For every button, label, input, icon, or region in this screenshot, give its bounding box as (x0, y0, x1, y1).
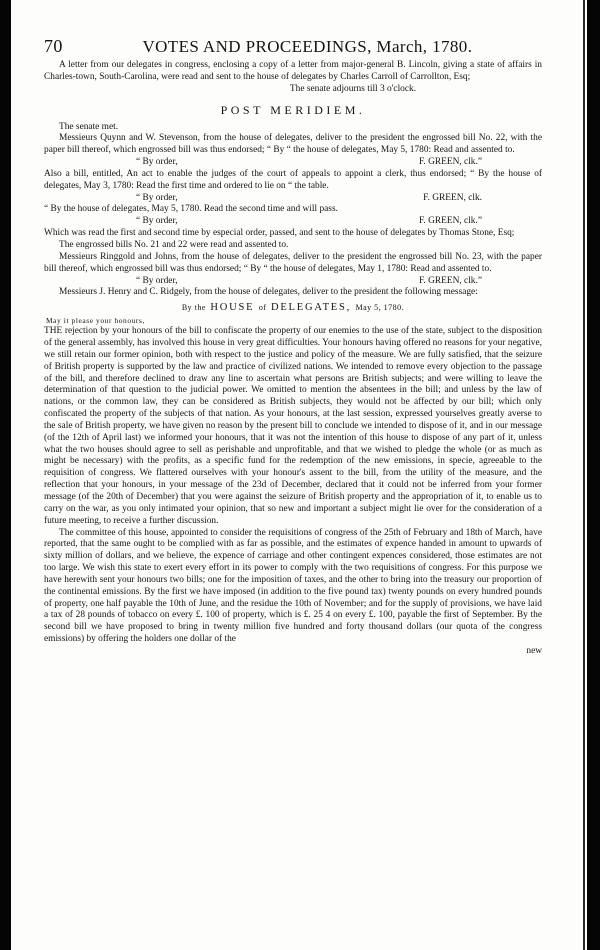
message-heading-date: May 5, 1780. (355, 303, 405, 313)
by-order-text: “ By order, (136, 275, 178, 286)
senate-met-line: The senate met. (59, 121, 119, 132)
adjournment-note: The senate adjourns till 3 o'clock. (289, 83, 417, 94)
clerk-name: F. GREEN, clk.” (418, 157, 482, 168)
message-heading-of: of (258, 303, 267, 313)
clerk-name: F. GREEN, clk. (423, 192, 482, 203)
signature-line (44, 193, 542, 205)
paragraph-also-bill: Also a bill, entitled, An act to enable the judges of the court of appeals to appoint a clerk, thus endorsed; “ By the house of delegates, May 3, 1780: Read the first time and ordered to lie on “ the table. (44, 168, 542, 191)
message-heading-house: HOUSE (210, 302, 255, 314)
message-heading-by: By the (181, 303, 206, 313)
paragraph-second-reading: “ By the house of delegates, May 5, 1780. Read the second time and will pass. (44, 204, 338, 215)
page-number: 70 (44, 36, 63, 56)
signature-line (44, 157, 542, 169)
by-order-text: “ By order, (136, 192, 178, 203)
paragraph-engrossed: The engrossed bills No. 21 and 22 were read and assented to. (59, 239, 289, 250)
page-gutter-line (583, 0, 585, 950)
message-heading-delegates: DELEGATES, (270, 302, 352, 314)
signature-line (44, 216, 542, 228)
paragraph-quynn: Messieurs Quynn and W. Stevenson, from the house of delegates, deliver to the president the engrossed bill No. 22, with the paper bill thereof, which engrossed bill was thus endorsed; “ By “ the house of delegates, May 5, 1780: Read and assented to. (44, 133, 542, 156)
message-heading (44, 302, 542, 313)
message-address: May it please your honours, (46, 316, 145, 326)
message-paragraph-1: THE rejection by your honours of the bill to confiscate the property of our enemies to the use of the state, subject to the disposition of the general assembly, has involved this house in very great difficulties. Your honours having offered no reasons for your negative, we still retain our former opinion, both with respect to the justice and policy of the measure. We are fully satisfied, that the seizure of British property is supported by the law and practice of civilized nations. We intended to remove every objection to the passage of the bill, and therefore declined to draw any line to ascertain what persons are British subjects; and were willing to leave the determination of that question to the judicial power. We omitted to mention the absentees in the bill; and unless by the law of nations, or the common law, they can be considered as British subjects, they would not be affected by our bill; which only confiscated the property of the subjects of that nation. As your honours, at the last session, expressed yourselves greatly averse to the sale of British property, we have given no reason by the present bill to conclude we intended to dispose of it, and in our message (of the 12th of April last) we informed your honours, that it was not the intention of this house to dispose of any part of it, unless what the two houses should agree to sell as perishable and unprofitable, and that we wished to pledge the whole (or as much as might be necessary) with the profits, as a specific fund for the redemption of the new emissions, in specie, agreeable to the requisition of congress. We flattered ourselves with your honour's assent to the bill, from the utility of the measure, and the reflection that your honours, in your message of the 23d of December, declared that it could not be inferred from your former message (of the 20th of December) that you were against the seizure of British property and the appropriation of it, to enable us to carry on the war, as you only intimated your opinion, that so new and important a subject might lie over for the consideration of a future meeting, to receive a further discussion. (44, 326, 542, 526)
running-header (44, 36, 542, 60)
clerk-name: F. GREEN, clk.” (418, 216, 482, 227)
page-title: VOTES AND PROCEEDINGS, March, 1780. (142, 37, 473, 56)
message-paragraph-2: The committee of this house, appointed to consider the requisitions of congress of the 25th of February and 18th of March, have reported, that the same ought to be complied with as far as possible, and the estimates of expence handed in amount to upwards of sixty million of dollars, and we believe, the expence of carriage and other contingent expences considered, those estimates are not too large. We wish this state to exert every effort in its power to comply with the two requisitions of congress. For this purpose we have herewith sent your honours two bills; one for the imposition of taxes, and the other to bring into the treasury our proportion of the continental emissions. By the first we have imposed (in addition to the five pound tax) twenty pounds on every hundred pounds of property, one half payable the 10th of June, and the residue the 10th of November; and for the supply of provisions, we have laid a tax of 28 pounds of tobacco on every £. 100 of property, which is £. 25 4 on every £. 100, payable the first of September. By the second bill we have proposed to bring in twenty million five hundred and forty thousand dollars (our quota of the congress emissions) by offering the holders one dollar of the (44, 527, 542, 645)
document-page (44, 36, 542, 658)
paragraph-which: Which was read the first and second time by especial order, passed, and sent to the house of delegates by Thomas Stone, Esq; (44, 228, 515, 239)
signature-line (44, 276, 542, 288)
scan-right-edge (587, 0, 600, 950)
section-heading: POST MERIDIEM. (220, 102, 366, 117)
catchword: new (526, 645, 542, 656)
paragraph-ringgold: Messieurs Ringgold and Johns, from the house of delegates, deliver to the president the engrossed bill No. 23, with the paper bill thereof, which engrossed bill was thus endorsed; “ By “ the house of delegates, May 1, 1780: Read and assented to. (44, 251, 542, 274)
paragraph-henry: Messieurs J. Henry and C. Ridgely, from the house of delegates, deliver to the president the following message: (59, 287, 478, 298)
scan-left-edge (0, 0, 11, 950)
clerk-name: F. GREEN, clk.” (418, 275, 482, 286)
paragraph-intro: A letter from our delegates in congress, enclosing a copy of a letter from major-general B. Lincoln, giving a state of affairs in Charles-town, South-Carolina, were read and sent to the house of delegates by Charles Carroll of Carrollton, Esq; (44, 60, 542, 82)
by-order-text: “ By order, (136, 216, 178, 227)
by-order-text: “ By order, (136, 157, 178, 168)
